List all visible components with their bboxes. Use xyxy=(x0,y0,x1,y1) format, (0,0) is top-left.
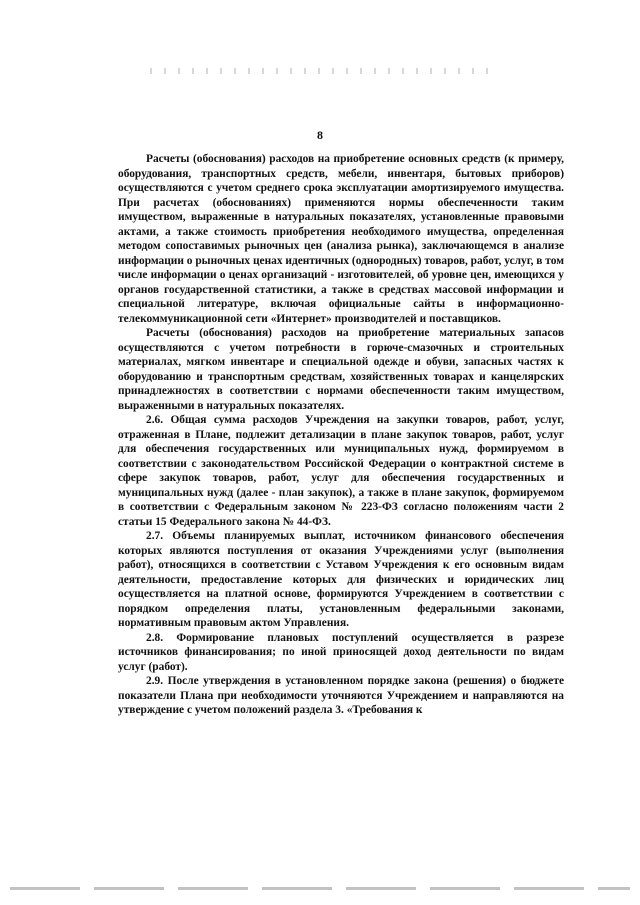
paragraph-2-7: 2.7. Объемы планируемых выплат, источником финансового обеспечения которых являются поступления от оказания Учреждениями услуг (выполнения работ), относящихся в соответствии с Уставом Учреждения к его основным видам деятельности, предоставление которых для физических и юридических лиц осуществляется на платной основе, формируются Учреждением в соответствии с порядком определения платы, установленным федеральными законами, нормативным правовым актом Управления. xyxy=(118,530,564,629)
document-body xyxy=(118,152,564,718)
paragraph-2-9: 2.9. После утверждения в установленном порядке закона (решения) о бюджете показатели Плана при необходимости уточняются Учреждением и направляются на утверждение с учетом положений раздела 3. «Требования к xyxy=(118,675,564,716)
scan-artifact-bottom xyxy=(10,887,630,890)
paragraph-2-6: 2.6. Общая сумма расходов Учреждения на закупки товаров, работ, услуг, отраженная в Плане, подлежит детализации в плане закупок товаров, работ, услуг для обеспечения государственных или муниципальных нужд, формируемом в соответствии с законодательством Российской Федерации о контрактной системе в сфере закупок товаров, работ, услуг для обеспечения государственных и муниципальных нужд (далее - план закупок), а также в плане закупок, формируемом в соответствии с Федеральным законом № 223-ФЗ согласно положениям части 2 статьи 15 Федерального закона № 44-ФЗ. xyxy=(118,414,564,528)
paragraph-fixed-assets: Расчеты (обоснования) расходов на приобретение основных средств (к примеру, оборудования, транспортных средств, мебели, инвентаря, бытовых приборов) осуществляются с учетом среднего срока эксплуатации амортизируемого имущества. При расчетах (обоснованиях) применяются нормы обеспеченности таким имуществом, выраженные в натуральных показателях, установленные правовыми актами, а также стоимость приобретения необходимого имущества, определенная методом сопоставимых рыночных цен (анализа рынка), заключающемся в анализе информации о рыночных ценах идентичных (однородных) товаров, работ, услуг, в том числе информации о ценах организаций - изготовителей, об уровне цен, имеющихся у органов государственной статистики, а также в средствах массовой информации и специальной литературе, включая официальные сайты в информационно-телекоммуникационной сети «Интернет» производителей и поставщиков. xyxy=(118,153,564,325)
scan-artifact-top xyxy=(150,68,490,74)
page-number: 8 xyxy=(317,128,323,142)
paragraph-material-stocks: Расчеты (обоснования) расходов на приобретение материальных запасов осуществляются с учетом потребности в горюче-смазочных и строительных материалах, мягком инвентаре и специальной одежде и обуви, запасных частях к оборудованию и транспортным средствам, хозяйственных товарах и канцелярских принадлежностях в соответствии с нормами обеспеченности таким имуществом, выраженными в натуральных показателях. xyxy=(118,327,564,412)
paragraph-2-8: 2.8. Формирование плановых поступлений осуществляется в разрезе источников финансирования; по иной приносящей доход деятельности по видам услуг (работ). xyxy=(118,631,564,673)
